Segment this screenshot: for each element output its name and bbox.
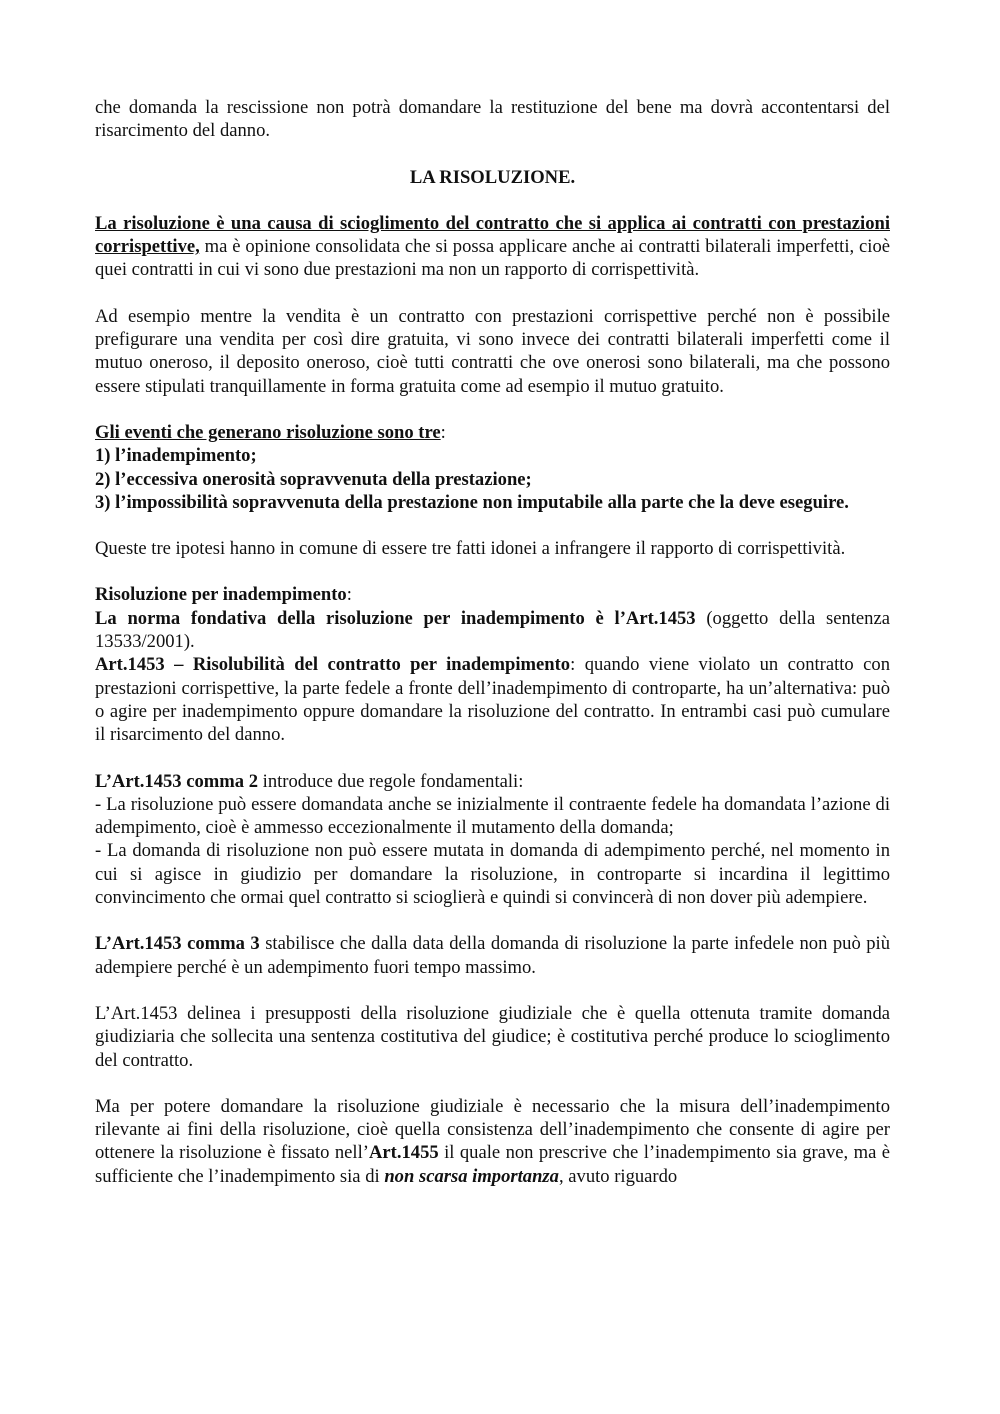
- comma2-bold: L’Art.1453 comma 2: [95, 770, 259, 792]
- non-scarsa-importanza: non scarsa importanza: [384, 1165, 559, 1187]
- page-body: [95, 96, 890, 1188]
- comma2-intro: [95, 770, 890, 793]
- norma-rest: (oggetto della sentenza 13533/2001).: [95, 607, 890, 653]
- inadempimento-title: Risoluzione per inadempimento:: [95, 584, 352, 606]
- event-item-1: 1) l’inadempimento;: [95, 445, 257, 467]
- events-title: Gli eventi che generano risoluzione sono tre:: [95, 421, 446, 443]
- comma3-bold: L’Art.1453 comma 3: [95, 933, 260, 955]
- example-paragraph: Ad esempio mentre la vendita è un contratto con prestazioni corrispettive perché non è possibile prefigurare una vendita per così dire gratuita, vi sono invece dei contratti bilaterali imperfetti come il mutuo oneroso, il deposito oneroso, cioè tutti contratti che ove onerosi sono bilaterali, ma che possono essere stipulati tranquillamente in forma gratuita come ad esempio il mutuo gratuito.: [95, 305, 890, 397]
- definition-bold: La risoluzione è una causa di scioglimento del contratto che si applica ai contratti con prestazioni corrispettive,: [95, 212, 890, 258]
- inadempimento-title-text: Risoluzione per inadempimento: [95, 584, 347, 606]
- common-paragraph: Queste tre ipotesi hanno in comune di essere tre fatti idonei a infrangere il rapporto di corrispettività.: [95, 538, 846, 560]
- intro-paragraph: che domanda la rescissione non potrà domandare la restituzione del bene ma dovrà accontentarsi del risarcimento del danno.: [95, 97, 890, 142]
- norma-bold: La norma fondativa della risoluzione per inadempimento è l’Art.1453: [95, 607, 696, 629]
- definition-rest: ma è opinione consolidata che si possa applicare anche ai contratti bilaterali imperfetti, cioè quei contratti in cui vi sono due prestazioni ma non un rapporto di corrispettività.: [95, 236, 890, 281]
- section-heading: LA RISOLUZIONE.: [409, 166, 576, 188]
- comma2-rule-2: - La domanda di risoluzione non può essere mutata in domanda di adempimento perché, nel momento in cui si agisce in giudizio per domandare la risoluzione, in controparte si incardina il legittimo convincimento che ormai quel contratto si scioglierà e quindi si convincerà di non dover più adempiere.: [95, 840, 890, 909]
- norma-paragraph: [95, 607, 890, 654]
- comma3-paragraph: [95, 932, 890, 979]
- event-item-2: 2) l’eccessiva onerosità sopravvenuta della prestazione;: [95, 468, 532, 490]
- final-paragraph: Ma per potere domandare la risoluzione giudiziale è necessario che la misura dell’inadempimento rilevante ai fini della risoluzione, cioè quella consistenza dell’inadempimento che consente di agire per ottenere la risoluzione è fissato nell’Art.1455 il quale non prescrive che l’inadempimento sia grave, ma è sufficiente che l’inadempimento sia di non scarsa importanza, avuto riguardo: [95, 1095, 891, 1187]
- comma2-rest: introduce due regole fondamentali:: [258, 770, 524, 792]
- definition-paragraph: [95, 212, 890, 282]
- article-1453-paragraph: [95, 653, 890, 746]
- events-title-text: Gli eventi che generano risoluzione sono tre: [95, 421, 441, 443]
- article-1453-title: Art.1453 – Risolubilità del contratto per inadempimento: [95, 654, 571, 676]
- giudiziale-paragraph: L’Art.1453 delinea i presupposti della risoluzione giudiziale che è quella ottenuta tramite domanda giudiziaria che sollecita una sentenza costitutiva del giudice; è costitutiva perché produce lo scioglimento del contratto.: [95, 1002, 890, 1071]
- event-item-3: 3) l’impossibilità sopravvenuta della prestazione non imputabile alla parte che la deve eseguire.: [95, 491, 849, 513]
- article-1453-text: : quando viene violato un contratto con prestazioni corrispettive, la parte fedele a fronte dell’inadempimento di controparte, ha un’alternativa: può o agire per inadempimento oppure domandare la risoluzione del contratto. In entrambi casi può cumulare il risarcimento del danno.: [95, 654, 890, 746]
- article-1455: Art.1455: [368, 1142, 439, 1164]
- comma2-rule-1: - La risoluzione può essere domandata anche se inizialmente il contraente fedele ha domandata l’azione di adempimento, cioè è ammesso eccezionalmente il mutamento della domanda;: [95, 793, 890, 839]
- comma3-rest: stabilisce che dalla data della domanda di risoluzione la parte infedele non può più adempiere perché è un adempimento fuori tempo massimo.: [95, 933, 891, 978]
